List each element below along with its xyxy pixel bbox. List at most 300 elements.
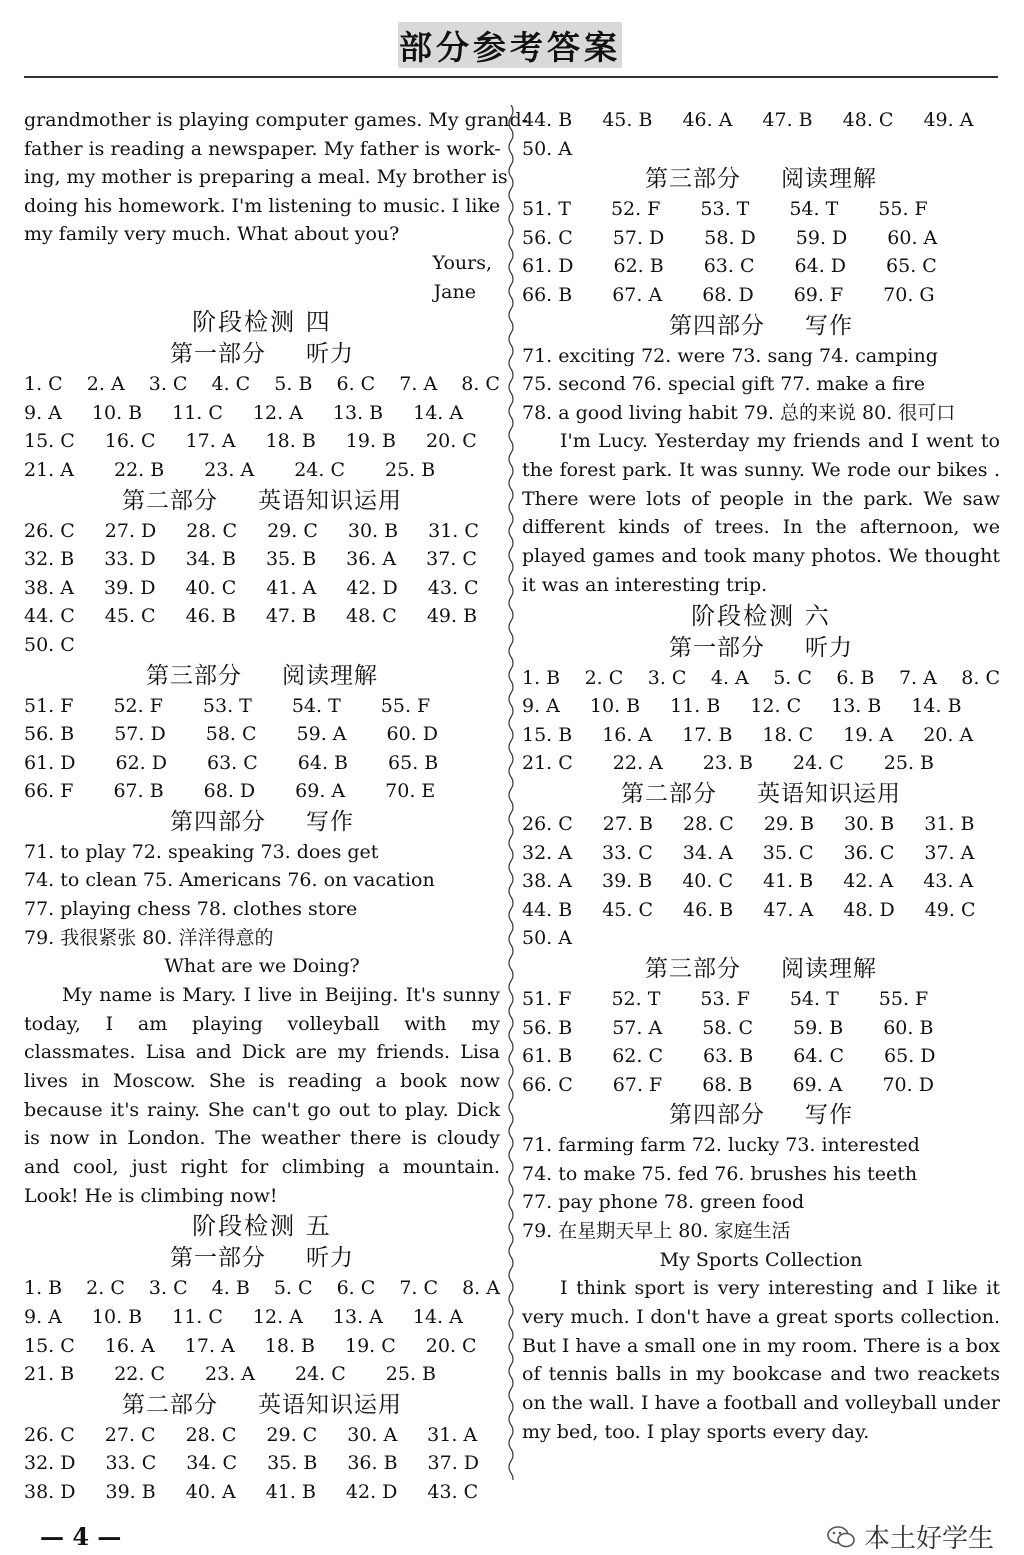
answer-item: 66. B [522, 283, 573, 306]
answer-row [522, 749, 1000, 778]
answer-item: 26. C [24, 519, 75, 542]
answer-item: 17. A [185, 430, 236, 453]
answer-item: 33. C [105, 1452, 157, 1475]
section-number: 第二部分 [621, 780, 717, 807]
answer-item: 57. D [114, 723, 166, 746]
answer-item: 21. B [24, 1363, 75, 1386]
text-line: ing, my mother is preparing a meal. My brother is [24, 166, 508, 189]
test-title: 阶段检测 六 [691, 601, 831, 630]
answer-item: 41. B [763, 870, 814, 893]
answer-row [522, 1071, 1000, 1100]
answer-item: 6. B [836, 666, 875, 689]
answer-item: 10. B [91, 401, 143, 424]
answer-item: 63. C [207, 751, 258, 774]
answer-item: 59. D [795, 226, 848, 249]
answer-item: 49. C [924, 898, 976, 921]
wechat-icon [826, 1525, 856, 1549]
answer-item: 47. B [762, 109, 813, 131]
answer-row [522, 106, 1000, 135]
page-header [0, 0, 1024, 80]
answer-item: 55. F [878, 198, 928, 221]
answer-item: 43. C [427, 576, 479, 599]
answer-item: 30. A [347, 1423, 398, 1446]
section-title [24, 1242, 500, 1274]
answer-item: 47. A [763, 898, 814, 921]
answer-item: 65. B [388, 751, 439, 774]
section-number: 第三部分 [146, 662, 242, 689]
answer-item: 70. E [385, 780, 436, 803]
answer-row [24, 456, 500, 485]
answer-item: 66. C [522, 1073, 573, 1096]
answer-item: 6. C [336, 1277, 376, 1300]
answer-row [522, 810, 1000, 839]
answer-row [24, 602, 500, 631]
text-line: 79. 在星期天早上 80. 家庭生活 [522, 1220, 791, 1243]
answer-item: 20. C [425, 1334, 477, 1357]
answer-row [24, 1478, 500, 1507]
answer-item: 49. A [923, 109, 974, 131]
page-title: 部分参考答案 [398, 22, 622, 68]
section-name: 英语知识运用 [258, 1391, 402, 1418]
answer-item: 22. B [113, 458, 165, 481]
text-line: 79. 我很紧张 80. 洋洋得意的 [24, 926, 274, 949]
answer-item: 28. C [185, 1423, 237, 1446]
answer-item: 18. B [264, 1334, 315, 1357]
answer-item: 24. C [295, 1363, 346, 1386]
answer-item: 14. A [412, 1306, 463, 1329]
answer-item: 39. B [105, 1481, 156, 1504]
watermark [826, 1518, 994, 1555]
text-line: 71. to play 72. speaking 73. does get [24, 840, 379, 863]
answer-item: 48. C [842, 109, 894, 131]
answer-row [522, 1014, 1000, 1043]
answer-item: 46. B [185, 605, 236, 628]
answer-item: 5. C [273, 1277, 313, 1300]
answer-row [522, 1042, 1000, 1071]
answer-item: 38. A [522, 870, 572, 893]
answer-item: 38. D [24, 1481, 76, 1504]
section-name: 英语知识运用 [258, 487, 402, 514]
answer-item: 62. D [115, 751, 167, 774]
page-number: — 4 — [40, 1522, 122, 1551]
answer-item: 52. F [113, 694, 163, 717]
section-name: 写作 [306, 808, 354, 835]
section-title [24, 660, 500, 692]
answer-item: 59. A [296, 723, 347, 746]
answer-item: 16. A [602, 723, 653, 746]
answer-item: 17. A [184, 1334, 235, 1357]
answer-item: 57. D [612, 226, 665, 249]
answer-item: 44. B [522, 898, 573, 921]
answer-row [24, 399, 500, 428]
answer-item: 46. B [683, 898, 734, 921]
answer-item: 61. D [24, 751, 76, 774]
answer-item: 52. T [611, 987, 661, 1010]
answer-row [522, 867, 1000, 896]
answer-item: 42. D [345, 1481, 398, 1504]
answer-item: 51. F [24, 694, 74, 717]
answer-item: 9. A [24, 401, 62, 424]
left-column [24, 106, 529, 1507]
section-number: 第一部分 [170, 1245, 266, 1272]
answer-item: 55. F [380, 694, 431, 717]
answer-item: 54. T [789, 987, 839, 1010]
answer-item: 19. B [345, 430, 397, 453]
section-title [522, 632, 1000, 664]
answer-item: 34. C [186, 1452, 238, 1475]
answer-item: 44. C [24, 605, 75, 628]
answer-item: 60. A [887, 226, 938, 249]
answer-item: 60. D [386, 723, 438, 746]
text-line: Jane [433, 280, 476, 303]
answer-item: 34. A [682, 841, 733, 864]
answer-item: 9. A [24, 1306, 62, 1329]
answer-item: 28. C [186, 519, 238, 542]
answer-item: 45. C [602, 898, 654, 921]
answer-item: 65. D [884, 1045, 936, 1068]
answer-item: 68. B [702, 1073, 753, 1096]
answer-item: 27. C [104, 1423, 156, 1446]
text-line: 71. exciting 72. were 73. sang 74. camping [522, 344, 938, 367]
answer-item: 25. B [883, 752, 935, 775]
answer-item: 32. B [24, 548, 75, 571]
answer-item: 25. B [385, 1363, 437, 1386]
answer-item: 35. B [265, 548, 317, 571]
answer-item: 34. B [185, 548, 236, 571]
watermark-text: 本土好学生 [864, 1524, 995, 1554]
section-number: 第二部分 [122, 487, 218, 514]
text-line: 74. to make 75. fed 76. brushes his teeth [522, 1162, 918, 1185]
answer-item: 63. C [703, 255, 755, 278]
section-title [24, 485, 500, 517]
text-line: doing his homework. I'm listening to music. I like [24, 194, 501, 217]
section-title [522, 310, 1000, 342]
answer-item: 14. A [413, 401, 464, 424]
answer-item: 1. B [24, 1277, 63, 1300]
header-rule [24, 76, 998, 78]
section-title [522, 953, 1000, 985]
answer-item: 50. A [522, 927, 572, 950]
answer-item: 40. C [185, 576, 237, 599]
answer-item: 4. C [211, 373, 251, 396]
answer-item: 44. B [522, 109, 573, 131]
answer-item: 8. C [461, 373, 500, 396]
answer-item: 57. A [612, 1016, 663, 1039]
answer-row [522, 281, 1000, 310]
answer-item: 2. C [584, 666, 624, 689]
answer-item: 70. G [883, 283, 935, 306]
section-name: 阅读理解 [282, 662, 378, 689]
answer-item: 60. B [883, 1016, 934, 1039]
answer-item: 2. A [86, 373, 125, 396]
answer-item: 35. B [267, 1452, 318, 1475]
answer-item: 62. B [613, 255, 664, 278]
answer-item: 20. C [426, 430, 477, 453]
answer-row [24, 720, 500, 749]
answer-item: 51. F [522, 987, 572, 1010]
text-line: my family very much. What about you? [24, 223, 400, 246]
column-divider [506, 105, 516, 1480]
answer-row [24, 1421, 500, 1450]
answer-item: 46. A [682, 109, 733, 131]
text-line: 77. playing chess 78. clothes store [24, 898, 358, 921]
answer-item: 68. D [702, 283, 754, 306]
answer-item: 58. D [704, 226, 756, 249]
section-title [24, 338, 500, 370]
answer-item: 22. A [612, 752, 663, 775]
answer-row [24, 777, 500, 806]
answer-item: 61. D [522, 255, 574, 278]
answer-item: 45. C [104, 605, 156, 628]
section-number: 第四部分 [669, 312, 765, 339]
answer-item: 42. A [843, 870, 894, 893]
answer-item: 2. C [86, 1277, 125, 1300]
answer-item: 67. B [113, 780, 164, 803]
answer-item: 27. D [104, 519, 157, 542]
answer-item: 8. A [462, 1277, 500, 1300]
text-line: Yours, [432, 251, 492, 274]
answer-item: 47. B [265, 605, 317, 628]
answer-row [24, 1303, 500, 1332]
answer-item: 32. D [24, 1452, 76, 1475]
essay-paragraph: I think sport is very interesting and I like it very much. I don't have a great sports collection. But I have a small one in my room. There is a box of tennis balls in my bookcase and two reackets on the wall. I have a football and volleyball under my bed, too. I play sports every day. [522, 1277, 1000, 1443]
answer-item: 9. A [522, 695, 560, 718]
section-name: 听力 [306, 341, 354, 368]
answer-item: 61. B [522, 1045, 573, 1068]
answer-item: 19. A [843, 723, 894, 746]
answer-item: 43. C [427, 1481, 479, 1504]
answer-item: 12. C [750, 695, 802, 718]
answer-item: 18. B [265, 430, 316, 453]
answer-row [24, 545, 500, 574]
answer-item: 36. A [346, 548, 397, 571]
answer-item: 62. C [612, 1045, 664, 1068]
answer-item: 69. F [793, 283, 844, 306]
essay-paragraph: My name is Mary. I live in Beijing. It's sunny today, I am playing volleyball with my classmates. Lisa and Dick are my friends. Lisa lives in Moscow. She is reading a book now because it's rainy. She can't go out to play. Dick is now in London. The weather there is cloudy and cool, just right for climbing a mountain. Look! He is climbing now! [24, 983, 500, 1207]
answer-row [522, 839, 1000, 868]
answer-item: 21. A [24, 458, 74, 481]
answer-item: 65. C [886, 255, 937, 278]
answer-item: 11. C [172, 401, 223, 424]
answer-item: 33. D [104, 548, 156, 571]
answer-item: 56. C [522, 226, 573, 249]
answer-row [522, 195, 1000, 224]
answer-item: 21. C [522, 752, 573, 775]
answer-item: 8. C [961, 666, 1000, 689]
answer-item: 37. A [924, 841, 975, 864]
text-line: 75. second 76. special gift 77. make a fire [522, 373, 926, 396]
answer-row [24, 1332, 500, 1361]
answer-row [522, 224, 1000, 253]
answer-item: 64. C [793, 1045, 845, 1068]
answer-item: 11. B [670, 695, 721, 718]
answer-item: 43. A [923, 870, 974, 893]
answer-row [24, 1360, 500, 1389]
section-title [522, 1099, 1000, 1131]
answer-item: 31. B [924, 812, 975, 835]
answer-item: 3. C [148, 1277, 188, 1300]
answer-item: 13. B [831, 695, 882, 718]
answer-row [24, 1274, 500, 1303]
section-number: 第二部分 [122, 1391, 218, 1418]
answer-item: 16. A [104, 1334, 155, 1357]
answer-item: 1. B [522, 666, 561, 689]
answer-item: 53. F [700, 987, 750, 1010]
answer-item: 5. C [773, 666, 812, 689]
section-name: 写作 [805, 1102, 853, 1129]
section-title [24, 806, 500, 838]
answer-row [24, 427, 500, 456]
answer-item: 4. B [211, 1277, 250, 1300]
answer-item: 53. T [202, 694, 252, 717]
answer-item: 15. C [24, 1334, 75, 1357]
answer-item: 41. A [266, 576, 317, 599]
answer-item: 10. B [91, 1306, 143, 1329]
answer-row [522, 135, 1000, 164]
text-line: My Sports Collection [659, 1248, 863, 1271]
text-line: grandmother is playing computer games. My grand- [24, 109, 529, 131]
answer-row [522, 692, 1000, 721]
answer-item: 54. T [789, 198, 839, 221]
answer-item: 26. C [24, 1423, 75, 1446]
answer-item: 40. A [185, 1481, 236, 1504]
right-column [522, 106, 1000, 1446]
answer-row [522, 252, 1000, 281]
answer-item: 51. T [522, 198, 571, 221]
answer-item: 68. D [203, 780, 256, 803]
answer-row [24, 370, 500, 399]
answer-item: 27. B [602, 812, 654, 835]
answer-item: 30. B [844, 812, 895, 835]
section-name: 写作 [805, 312, 853, 339]
essay-paragraph: I'm Lucy. Yesterday my friends and I went to the forest park. It was sunny. We rode our bikes . There were lots of people in the park. We saw different kinds of trees. In the afternoon, we played games and took many photos. We thought it was an interesting trip. [522, 430, 1000, 596]
answer-item: 36. B [347, 1452, 398, 1475]
answer-item: 23. A [204, 458, 255, 481]
text-line: 71. farming farm 72. lucky 73. interested [522, 1134, 920, 1157]
answer-item: 67. A [612, 283, 663, 306]
section-name: 阅读理解 [781, 955, 877, 982]
answer-item: 7. C [399, 1277, 439, 1300]
answer-item: 48. C [346, 605, 397, 628]
answer-item: 41. B [265, 1481, 316, 1504]
answer-item: 52. F [610, 198, 661, 221]
answer-item: 49. B [426, 605, 478, 628]
answer-item: 6. C [336, 373, 376, 396]
answer-item: 56. B [24, 723, 75, 746]
answer-item: 30. B [347, 519, 399, 542]
answer-item: 24. C [294, 458, 345, 481]
answer-item: 10. B [589, 695, 641, 718]
answer-row [24, 749, 500, 778]
answer-item: 20. A [923, 723, 974, 746]
answer-item: 54. T [291, 694, 341, 717]
answer-item: 25. B [384, 458, 436, 481]
answer-item: 39. B [601, 870, 653, 893]
answer-item: 29. C [266, 1423, 318, 1446]
text-line: father is reading a newspaper. My father is work- [24, 137, 501, 160]
answer-item: 35. C [762, 841, 814, 864]
text-line: 77. pay phone 78. green food [522, 1191, 805, 1214]
answer-row [24, 517, 500, 546]
answer-item: 67. F [612, 1073, 663, 1096]
answer-item: 18. C [762, 723, 814, 746]
answer-item: 58. C [205, 723, 257, 746]
answer-item: 70. D [882, 1073, 934, 1096]
answer-row [522, 664, 1000, 693]
answer-row [24, 692, 500, 721]
answer-item: 14. B [911, 695, 962, 718]
answer-item: 7. A [898, 666, 937, 689]
section-name: 听力 [805, 634, 853, 661]
answer-item: 1. C [24, 373, 63, 396]
answer-item: 28. C [683, 812, 734, 835]
answer-item: 69. A [792, 1073, 843, 1096]
section-number: 第一部分 [170, 341, 266, 368]
answer-item: 33. C [601, 841, 653, 864]
answer-item: 22. C [114, 1363, 166, 1386]
answer-item: 64. D [794, 255, 847, 278]
answer-item: 32. A [522, 841, 572, 864]
section-title [522, 778, 1000, 810]
answer-item: 23. A [205, 1363, 255, 1386]
section-number: 第一部分 [669, 634, 765, 661]
answer-item: 36. C [843, 841, 895, 864]
answer-item: 58. C [702, 1016, 753, 1039]
text-line: 74. to clean 75. Americans 76. on vacation [24, 869, 435, 892]
answer-item: 3. C [148, 373, 188, 396]
section-title [522, 163, 1000, 195]
answer-item: 45. B [602, 109, 653, 131]
section-number: 第四部分 [170, 808, 266, 835]
section-name: 听力 [306, 1245, 354, 1272]
answer-item: 31. A [427, 1423, 478, 1446]
answer-row [522, 721, 1000, 750]
answer-row [522, 896, 1000, 925]
text-line: What are we Doing? [164, 955, 360, 978]
answer-row [24, 1449, 500, 1478]
answer-item: 39. D [103, 576, 156, 599]
answer-item: 69. A [295, 780, 346, 803]
answer-item: 37. C [426, 548, 477, 571]
answer-item: 64. B [297, 751, 349, 774]
answer-item: 50. A [522, 137, 572, 160]
test-title: 阶段检测 五 [192, 1212, 332, 1241]
test-title: 阶段检测 四 [192, 308, 332, 337]
answer-item: 24. C [793, 752, 844, 775]
answer-item: 53. T [700, 198, 750, 221]
answer-item: 16. C [104, 430, 156, 453]
answer-item: 59. B [793, 1016, 844, 1039]
section-number: 第四部分 [669, 1102, 765, 1129]
answer-item: 15. B [522, 723, 573, 746]
answer-item: 12. A [252, 1306, 303, 1329]
answer-row [24, 631, 500, 660]
answer-item: 31. C [428, 519, 479, 542]
section-name: 阅读理解 [781, 166, 877, 193]
answer-item: 37. D [427, 1452, 480, 1475]
answer-item: 19. C [344, 1334, 396, 1357]
answer-item: 17. B [682, 723, 733, 746]
answer-item: 29. B [763, 812, 815, 835]
answer-item: 4. A [710, 666, 749, 689]
answer-item: 66. F [24, 780, 74, 803]
answer-item: 7. A [399, 373, 438, 396]
answer-item: 63. B [703, 1045, 754, 1068]
answer-item: 23. B [702, 752, 753, 775]
answer-row [522, 924, 1000, 953]
answer-item: 13. A [332, 1306, 383, 1329]
answer-item: 48. D [843, 898, 895, 921]
